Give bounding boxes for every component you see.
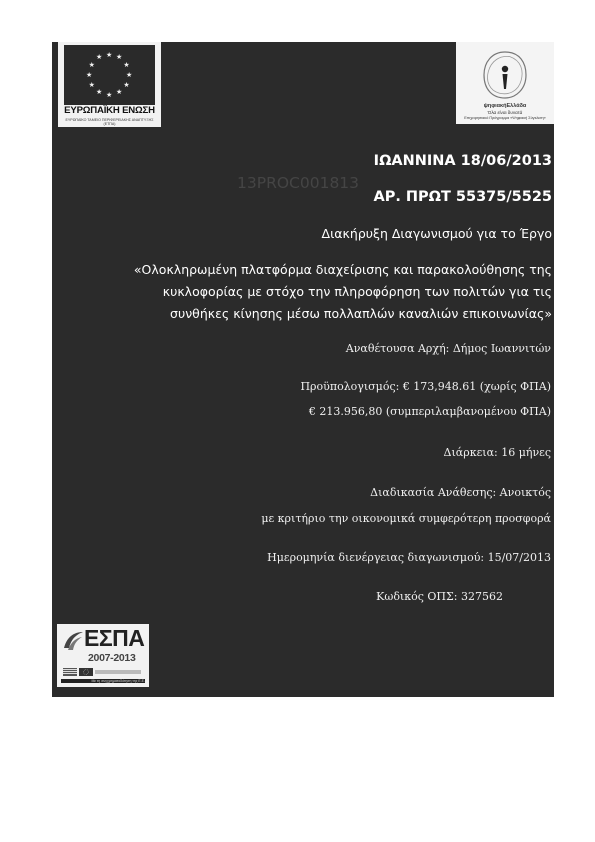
budget-incl-vat: € 213.956,80 (συμπεριλαμβανομένου ΦΠΑ) — [308, 405, 551, 418]
espa-logo — [57, 624, 149, 687]
digital-greece-title: ψηφιακήΕλλάδα — [483, 103, 527, 109]
digital-greece-emblem-icon — [480, 49, 530, 101]
eu-star-icon: ★ — [106, 90, 113, 99]
budget-excl-vat: Προϋπολογισμός: € 173,948.61 (χωρίς ΦΠΑ) — [300, 380, 551, 393]
protocol-watermark: 13PROC001813 — [237, 174, 360, 192]
ops-code: Κωδικός ΟΠΣ: 327562 — [376, 590, 503, 603]
eu-logo-label: ΕΥΡΩΠΑΪΚΗ ΕΝΩΣΗ — [64, 105, 155, 116]
eu-star-icon: ★ — [123, 60, 130, 69]
eu-star-icon: ★ — [96, 87, 103, 96]
eu-star-icon: ★ — [88, 80, 95, 89]
digital-greece-programme: Επιχειρησιακό Πρόγραμμα «Ψηφιακή Σύγκλιση» — [464, 116, 546, 120]
notice-title: Διακήρυξη Διαγωνισμού για το Έργο — [321, 226, 552, 241]
eu-flag-icon — [64, 45, 155, 105]
espa-years: 2007-2013 — [88, 652, 136, 664]
eu-star-icon: ★ — [116, 53, 123, 62]
digital-greece-slogan: Όλα είναι δυνατά — [487, 110, 523, 115]
eu-logo — [58, 42, 161, 127]
award-procedure: Διαδικασία Ανάθεσης: Ανοικτός — [370, 486, 551, 499]
duration: Διάρκεια: 16 μήνες — [443, 446, 551, 459]
eu-star-icon: ★ — [106, 50, 113, 59]
project-title-line-3: συνθήκες κίνησης μέσω πολλαπλών καναλιών επικοινωνίας» — [170, 306, 552, 321]
eu-star-icon: ★ — [96, 53, 103, 62]
espa-title: ΕΣΠΑ — [84, 625, 145, 651]
eu-star-icon: ★ — [123, 80, 130, 89]
tender-date: Ημερομηνία διενέργειας διαγωνισμού: 15/07/2013 — [267, 551, 551, 564]
digital-greece-logo — [456, 42, 554, 124]
project-title-line-2: κυκλοφορίας με στόχο την πληροφόρηση των πολιτών για τις — [162, 284, 552, 299]
award-criterion: με κριτήριο την οικονομικά συμφερότερη προσφορά — [261, 512, 551, 525]
project-title-line-1: «Ολοκληρωμένη πλατφόρμα διαχείρισης και παρακολούθησης της — [133, 262, 552, 277]
espa-tagline: Με τη συγχρηματοδότηση της Ε.Ε. — [61, 679, 145, 683]
eu-star-icon: ★ — [88, 60, 95, 69]
eu-star-icon: ★ — [116, 87, 123, 96]
place-date: ΙΩΑΝΝΙΝΑ 18/06/2013 — [373, 153, 552, 169]
eu-star-icon: ★ — [126, 70, 133, 79]
contracting-authority: Αναθέτουσα Αρχή: Δήμος Ιωαννιτών — [345, 342, 551, 355]
greek-flag-strip-icon — [63, 668, 143, 676]
eu-logo-sublabel: ΕΥΡΩΠΑΪΚΟ ΤΑΜΕΙΟ ΠΕΡΙΦΕΡΕΙΑΚΗΣ ΑΝΑΠΤΥΞΗΣ (ΕΤΠΑ) — [65, 118, 154, 126]
eu-star-icon: ★ — [86, 70, 93, 79]
protocol-number: ΑΡ. ΠΡΩΤ 55375/5525 — [373, 189, 552, 205]
espa-swirl-icon — [61, 628, 85, 652]
